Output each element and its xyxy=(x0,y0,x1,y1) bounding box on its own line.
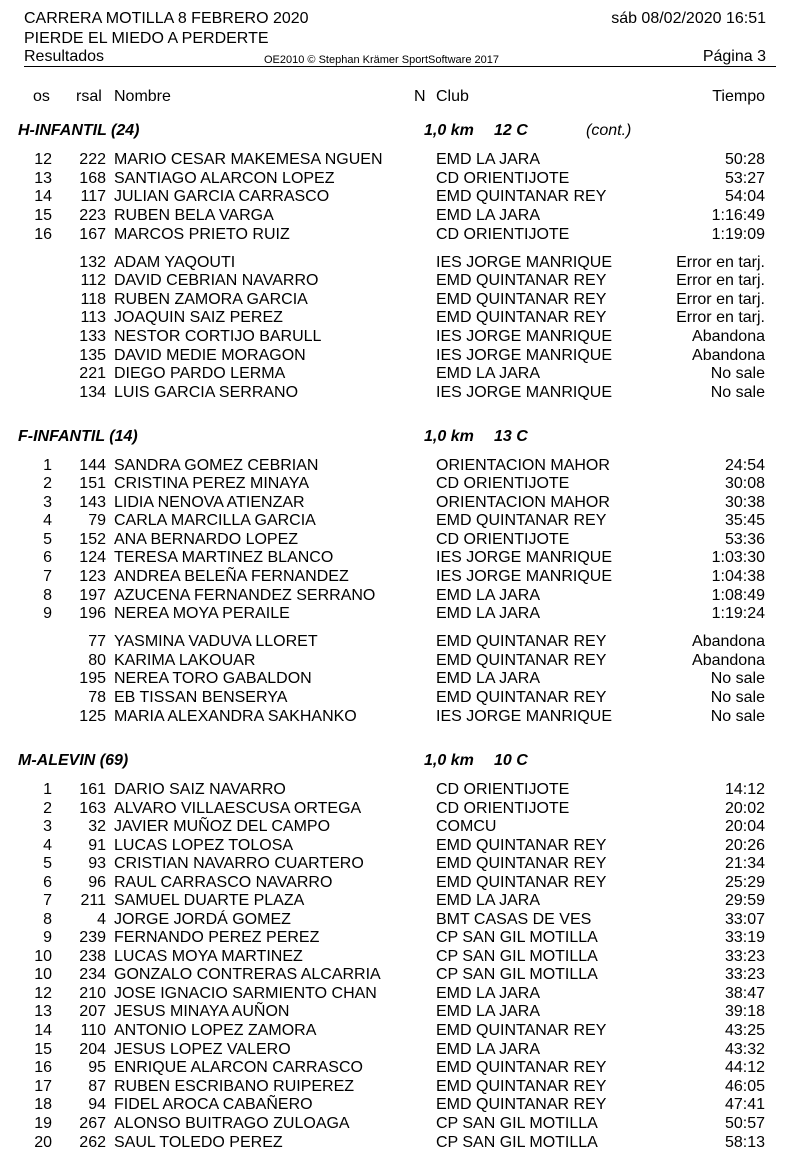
bib-number: 167 xyxy=(79,226,106,243)
position: 15 xyxy=(34,207,52,224)
bib-number: 93 xyxy=(88,855,106,872)
category-header xyxy=(0,752,800,772)
finish-time: 43:32 xyxy=(724,1041,765,1058)
finish-time: 21:34 xyxy=(724,855,765,872)
bib-number: 152 xyxy=(79,531,106,548)
club-name: IES JORGE MANRIQUE xyxy=(436,347,613,364)
runner-name: LUCAS LOPEZ TOLOSA xyxy=(114,837,294,854)
print-datetime: sáb 08/02/2020 16:51 xyxy=(611,10,766,27)
club-name: EMD QUINTANAR REY xyxy=(436,272,607,289)
finish-time: 50:57 xyxy=(724,1115,765,1132)
software-copyright: OE2010 © Stephan Krämer SportSoftware 2017 xyxy=(264,54,499,66)
position: 5 xyxy=(43,531,52,548)
bib-number: 112 xyxy=(80,272,106,289)
finish-time: 20:02 xyxy=(724,800,765,817)
runner-name: ANDREA BELEÑA FERNANDEZ xyxy=(114,568,349,585)
bib-number: 221 xyxy=(79,365,106,382)
bib-number: 77 xyxy=(88,633,106,650)
club-name: EMD LA JARA xyxy=(436,892,541,909)
finish-time: 20:04 xyxy=(724,818,765,835)
bib-number: 197 xyxy=(79,587,106,604)
club-name: EMD LA JARA xyxy=(436,985,541,1002)
finish-time: 1:08:49 xyxy=(711,587,765,604)
club-name: COMCU xyxy=(436,818,497,835)
result-row xyxy=(0,1041,800,1060)
runner-name: ADAM YAQOUTI xyxy=(114,254,236,271)
runner-name: LUCAS MOYA MARTINEZ xyxy=(114,948,303,965)
course-length: 1,0 km xyxy=(424,122,474,139)
bib-number: 168 xyxy=(79,170,106,187)
club-name: EMD LA JARA xyxy=(436,365,541,382)
finish-time: 35:45 xyxy=(724,512,765,529)
club-name: CP SAN GIL MOTILLA xyxy=(436,929,598,946)
bib-number: 262 xyxy=(79,1134,106,1151)
finish-time: 29:59 xyxy=(724,892,765,909)
runner-name: DIEGO PARDO LERMA xyxy=(114,365,286,382)
club-name: EMD LA JARA xyxy=(436,207,541,224)
position: 10 xyxy=(34,948,52,965)
finish-time: Abandona xyxy=(692,633,765,650)
result-row xyxy=(0,781,800,800)
result-row xyxy=(0,605,800,624)
finish-time: 30:38 xyxy=(724,494,765,511)
position: 16 xyxy=(34,1059,52,1076)
result-row xyxy=(0,347,800,366)
bib-number: 239 xyxy=(79,929,106,946)
bib-number: 79 xyxy=(88,512,106,529)
runner-name: JOAQUIN SAIZ PEREZ xyxy=(114,309,283,326)
bib-number: 118 xyxy=(80,291,106,308)
finish-time: No sale xyxy=(710,708,765,725)
finish-time: Error en tarj. xyxy=(676,309,765,326)
category-name: F-INFANTIL (14) xyxy=(18,428,138,445)
result-row xyxy=(0,818,800,837)
finish-time: 14:12 xyxy=(724,781,765,798)
result-row xyxy=(0,874,800,893)
club-name: CP SAN GIL MOTILLA xyxy=(436,948,598,965)
result-row xyxy=(0,689,800,708)
position: 20 xyxy=(34,1134,52,1151)
position: 17 xyxy=(34,1078,52,1095)
result-row xyxy=(0,1096,800,1115)
position: 12 xyxy=(34,151,52,168)
club-name: CP SAN GIL MOTILLA xyxy=(436,1134,598,1151)
runner-name: SAUL TOLEDO PEREZ xyxy=(114,1134,283,1151)
runner-name: JESUS LOPEZ VALERO xyxy=(114,1041,291,1058)
result-row xyxy=(0,384,800,403)
bib-number: 95 xyxy=(88,1059,106,1076)
bib-number: 132 xyxy=(79,254,106,271)
bib-number: 87 xyxy=(88,1078,106,1095)
club-name: EMD QUINTANAR REY xyxy=(436,633,607,650)
bib-number: 96 xyxy=(88,874,106,891)
finish-time: No sale xyxy=(710,689,765,706)
result-row xyxy=(0,531,800,550)
position: 4 xyxy=(43,512,52,529)
finish-time: Abandona xyxy=(692,652,765,669)
result-row xyxy=(0,328,800,347)
position: 19 xyxy=(34,1115,52,1132)
runner-name: JAVIER MUÑOZ DEL CAMPO xyxy=(114,818,331,835)
club-name: EMD QUINTANAR REY xyxy=(436,512,607,529)
club-name: EMD LA JARA xyxy=(436,1041,541,1058)
result-row xyxy=(0,652,800,671)
position: 3 xyxy=(43,494,52,511)
position: 15 xyxy=(34,1041,52,1058)
result-row xyxy=(0,911,800,930)
result-row xyxy=(0,1022,800,1041)
bib-number: 80 xyxy=(88,652,106,669)
position: 1 xyxy=(43,457,52,474)
result-row xyxy=(0,633,800,652)
runner-name: ANA BERNARDO LOPEZ xyxy=(114,531,299,548)
bib-number: 78 xyxy=(88,689,106,706)
bib-number: 196 xyxy=(79,605,106,622)
club-name: CP SAN GIL MOTILLA xyxy=(436,1115,598,1132)
result-row xyxy=(0,800,800,819)
runner-name: CRISTINA PEREZ MINAYA xyxy=(114,475,309,492)
position: 4 xyxy=(43,837,52,854)
bib-number: 4 xyxy=(97,911,106,928)
runner-name: YASMINA VADUVA LLORET xyxy=(114,633,318,650)
position: 14 xyxy=(34,1022,52,1039)
result-row xyxy=(0,892,800,911)
result-row xyxy=(0,512,800,531)
result-row xyxy=(0,254,800,273)
result-row xyxy=(0,151,800,170)
club-name: CD ORIENTIJOTE xyxy=(436,475,570,492)
bib-number: 113 xyxy=(80,309,106,326)
position: 14 xyxy=(34,188,52,205)
runner-name: JOSE IGNACIO SARMIENTO CHAN xyxy=(114,985,377,1002)
col-header-num: rsal xyxy=(76,88,102,105)
result-row xyxy=(0,475,800,494)
continued-label: (cont.) xyxy=(586,122,632,139)
runner-name: FERNANDO PEREZ PEREZ xyxy=(114,929,320,946)
finish-time: 43:25 xyxy=(724,1022,765,1039)
control-count: 10 C xyxy=(494,752,528,769)
runner-name: SAMUEL DUARTE PLAZA xyxy=(114,892,305,909)
finish-time: No sale xyxy=(710,670,765,687)
finish-time: 33:07 xyxy=(724,911,765,928)
bib-number: 32 xyxy=(88,818,106,835)
bib-number: 124 xyxy=(79,549,106,566)
club-name: IES JORGE MANRIQUE xyxy=(436,254,613,271)
runner-name: MARIO CESAR MAKEMESA NGUEN xyxy=(114,151,383,168)
finish-time: 1:19:24 xyxy=(711,605,765,622)
runner-name: FIDEL AROCA CABAÑERO xyxy=(114,1096,313,1113)
bib-number: 94 xyxy=(88,1096,106,1113)
runner-name: JULIAN GARCIA CARRASCO xyxy=(114,188,330,205)
position: 10 xyxy=(34,966,52,983)
runner-name: SANTIAGO ALARCON LOPEZ xyxy=(114,170,335,187)
finish-time: 46:05 xyxy=(724,1078,765,1095)
result-row xyxy=(0,291,800,310)
finish-time: 33:23 xyxy=(724,966,765,983)
course-length: 1,0 km xyxy=(424,428,474,445)
finish-time: Abandona xyxy=(692,347,765,364)
control-count: 12 C xyxy=(494,122,528,139)
result-row xyxy=(0,170,800,189)
finish-time: 38:47 xyxy=(724,985,765,1002)
result-row xyxy=(0,929,800,948)
club-name: CD ORIENTIJOTE xyxy=(436,226,570,243)
result-row xyxy=(0,708,800,727)
finish-time: Error en tarj. xyxy=(676,254,765,271)
result-row xyxy=(0,568,800,587)
finish-time: 24:54 xyxy=(724,457,765,474)
club-name: EMD LA JARA xyxy=(436,1003,541,1020)
finish-time: 30:08 xyxy=(724,475,765,492)
runner-name: TERESA MARTINEZ BLANCO xyxy=(114,549,334,566)
finish-time: No sale xyxy=(710,365,765,382)
club-name: EMD QUINTANAR REY xyxy=(436,188,607,205)
bib-number: 210 xyxy=(79,985,106,1002)
result-row xyxy=(0,494,800,513)
runner-name: NESTOR CORTIJO BARULL xyxy=(114,328,322,345)
result-row xyxy=(0,457,800,476)
finish-time: 1:16:49 xyxy=(711,207,765,224)
bib-number: 207 xyxy=(79,1003,106,1020)
result-row xyxy=(0,1134,800,1153)
club-name: CP SAN GIL MOTILLA xyxy=(436,966,598,983)
finish-time: 53:36 xyxy=(724,531,765,548)
finish-time: Error en tarj. xyxy=(676,291,765,308)
result-row xyxy=(0,837,800,856)
finish-time: 25:29 xyxy=(724,874,765,891)
result-row xyxy=(0,365,800,384)
club-name: EMD QUINTANAR REY xyxy=(436,1078,607,1095)
runner-name: ALVARO VILLAESCUSA ORTEGA xyxy=(114,800,362,817)
finish-time: 39:18 xyxy=(724,1003,765,1020)
club-name: EMD LA JARA xyxy=(436,151,541,168)
runner-name: MARCOS PRIETO RUIZ xyxy=(114,226,290,243)
bib-number: 143 xyxy=(79,494,106,511)
club-name: ORIENTACION MAHOR xyxy=(436,457,610,474)
result-row xyxy=(0,272,800,291)
finish-time: 54:04 xyxy=(724,188,765,205)
category-header xyxy=(0,122,800,142)
bib-number: 211 xyxy=(80,892,106,909)
finish-time: Error en tarj. xyxy=(676,272,765,289)
bib-number: 134 xyxy=(79,384,106,401)
runner-name: ENRIQUE ALARCON CARRASCO xyxy=(114,1059,363,1076)
runner-name: GONZALO CONTRERAS ALCARRIA xyxy=(114,966,381,983)
club-name: IES JORGE MANRIQUE xyxy=(436,328,613,345)
result-row xyxy=(0,226,800,245)
club-name: CD ORIENTIJOTE xyxy=(436,800,570,817)
bib-number: 125 xyxy=(79,708,106,725)
bib-number: 123 xyxy=(79,568,106,585)
position: 2 xyxy=(43,475,52,492)
result-row xyxy=(0,309,800,328)
club-name: EMD QUINTANAR REY xyxy=(436,291,607,308)
runner-name: JESUS MINAYA AUÑON xyxy=(114,1003,290,1020)
category-header xyxy=(0,428,800,448)
finish-time: 58:13 xyxy=(724,1134,765,1151)
col-header-club: Club xyxy=(436,88,469,105)
position: 6 xyxy=(43,874,52,891)
result-row xyxy=(0,985,800,1004)
position: 13 xyxy=(34,1003,52,1020)
finish-time: Abandona xyxy=(692,328,765,345)
position: 2 xyxy=(43,800,52,817)
position: 5 xyxy=(43,855,52,872)
finish-time: 1:03:30 xyxy=(711,549,765,566)
bib-number: 161 xyxy=(79,781,106,798)
runner-name: MARIA ALEXANDRA SAKHANKO xyxy=(114,708,357,725)
position: 3 xyxy=(43,818,52,835)
runner-name: RUBEN ZAMORA GARCIA xyxy=(114,291,308,308)
bib-number: 110 xyxy=(80,1022,106,1039)
result-row xyxy=(0,1059,800,1078)
position: 16 xyxy=(34,226,52,243)
header-divider xyxy=(24,66,776,67)
bib-number: 234 xyxy=(79,966,106,983)
runner-name: NEREA MOYA PERAILE xyxy=(114,605,290,622)
bib-number: 267 xyxy=(79,1115,106,1132)
club-name: EMD QUINTANAR REY xyxy=(436,1096,607,1113)
runner-name: DARIO SAIZ NAVARRO xyxy=(114,781,286,798)
bib-number: 195 xyxy=(79,670,106,687)
col-header-time: Tiempo xyxy=(712,88,765,105)
runner-name: DAVID MEDIE MORAGON xyxy=(114,347,306,364)
club-name: IES JORGE MANRIQUE xyxy=(436,549,613,566)
runner-name: RUBEN ESCRIBANO RUIPEREZ xyxy=(114,1078,355,1095)
bib-number: 91 xyxy=(88,837,106,854)
runner-name: JORGE JORDÁ GOMEZ xyxy=(114,911,291,928)
finish-time: 47:41 xyxy=(724,1096,765,1113)
bib-number: 163 xyxy=(79,800,106,817)
result-row xyxy=(0,549,800,568)
runner-name: NEREA TORO GABALDON xyxy=(114,670,312,687)
finish-time: 1:04:38 xyxy=(711,568,765,585)
runner-name: RAUL CARRASCO NAVARRO xyxy=(114,874,333,891)
finish-time: 20:26 xyxy=(724,837,765,854)
club-name: BMT CASAS DE VES xyxy=(436,911,592,928)
finish-time: 33:19 xyxy=(724,929,765,946)
result-row xyxy=(0,670,800,689)
category-name: M-ALEVIN (69) xyxy=(18,752,129,769)
club-name: IES JORGE MANRIQUE xyxy=(436,384,613,401)
club-name: EMD QUINTANAR REY xyxy=(436,837,607,854)
runner-name: LUIS GARCIA SERRANO xyxy=(114,384,299,401)
bib-number: 151 xyxy=(79,475,106,492)
course-length: 1,0 km xyxy=(424,752,474,769)
bib-number: 133 xyxy=(79,328,106,345)
category-name: H-INFANTIL (24) xyxy=(18,122,140,139)
club-name: EMD QUINTANAR REY xyxy=(436,1059,607,1076)
position: 9 xyxy=(43,929,52,946)
finish-time: No sale xyxy=(710,384,765,401)
result-row xyxy=(0,855,800,874)
result-row xyxy=(0,1078,800,1097)
runner-name: ANTONIO LOPEZ ZAMORA xyxy=(114,1022,317,1039)
club-name: EMD LA JARA xyxy=(436,605,541,622)
col-header-n: N xyxy=(414,88,426,105)
result-row xyxy=(0,188,800,207)
club-name: CD ORIENTIJOTE xyxy=(436,170,570,187)
position: 1 xyxy=(43,781,52,798)
runner-name: ALONSO BUITRAGO ZULOAGA xyxy=(114,1115,350,1132)
finish-time: 44:12 xyxy=(724,1059,765,1076)
bib-number: 222 xyxy=(79,151,106,168)
runner-name: CRISTIAN NAVARRO CUARTERO xyxy=(114,855,364,872)
club-name: EMD QUINTANAR REY xyxy=(436,309,607,326)
page-number: Página 3 xyxy=(702,48,766,65)
finish-time: 1:19:09 xyxy=(711,226,765,243)
position: 9 xyxy=(43,605,52,622)
position: 8 xyxy=(43,911,52,928)
runner-name: DAVID CEBRIAN NAVARRO xyxy=(114,272,319,289)
club-name: IES JORGE MANRIQUE xyxy=(436,568,613,585)
control-count: 13 C xyxy=(494,428,528,445)
runner-name: SANDRA GOMEZ CEBRIAN xyxy=(114,457,319,474)
runner-name: KARIMA LAKOUAR xyxy=(114,652,256,669)
result-row xyxy=(0,587,800,606)
runner-name: AZUCENA FERNANDEZ SERRANO xyxy=(114,587,376,604)
club-name: EMD LA JARA xyxy=(436,670,541,687)
bib-number: 223 xyxy=(79,207,106,224)
finish-time: 50:28 xyxy=(724,151,765,168)
event-title: CARRERA MOTILLA 8 FEBRERO 2020 xyxy=(24,10,309,27)
runner-name: LIDIA NENOVA ATIENZAR xyxy=(114,494,305,511)
result-row xyxy=(0,948,800,967)
result-row xyxy=(0,207,800,226)
club-name: EMD QUINTANAR REY xyxy=(436,1022,607,1039)
runner-name: CARLA MARCILLA GARCIA xyxy=(114,512,316,529)
runner-name: EB TISSAN BENSERYA xyxy=(114,689,288,706)
result-row xyxy=(0,1003,800,1022)
bib-number: 204 xyxy=(79,1041,106,1058)
bib-number: 144 xyxy=(79,457,106,474)
bib-number: 117 xyxy=(80,188,106,205)
club-name: EMD QUINTANAR REY xyxy=(436,652,607,669)
runner-name: RUBEN BELA VARGA xyxy=(114,207,274,224)
position: 6 xyxy=(43,549,52,566)
position: 7 xyxy=(43,892,52,909)
col-header-pos: os xyxy=(33,88,50,105)
club-name: EMD QUINTANAR REY xyxy=(436,874,607,891)
position: 8 xyxy=(43,587,52,604)
club-name: EMD QUINTANAR REY xyxy=(436,855,607,872)
club-name: IES JORGE MANRIQUE xyxy=(436,708,613,725)
finish-time: 53:27 xyxy=(724,170,765,187)
bib-number: 238 xyxy=(79,948,106,965)
club-name: EMD LA JARA xyxy=(436,587,541,604)
result-row xyxy=(0,966,800,985)
results-label: Resultados xyxy=(24,48,105,65)
finish-time: 33:23 xyxy=(724,948,765,965)
bib-number: 135 xyxy=(79,347,106,364)
position: 13 xyxy=(34,170,52,187)
result-row xyxy=(0,1115,800,1134)
position: 7 xyxy=(43,568,52,585)
position: 12 xyxy=(34,985,52,1002)
col-header-name: Nombre xyxy=(114,88,171,105)
club-name: EMD QUINTANAR REY xyxy=(436,689,607,706)
club-name: CD ORIENTIJOTE xyxy=(436,781,570,798)
position: 18 xyxy=(34,1096,52,1113)
event-subtitle: PIERDE EL MIEDO A PERDERTE xyxy=(24,30,269,47)
club-name: ORIENTACION MAHOR xyxy=(436,494,610,511)
club-name: CD ORIENTIJOTE xyxy=(436,531,570,548)
